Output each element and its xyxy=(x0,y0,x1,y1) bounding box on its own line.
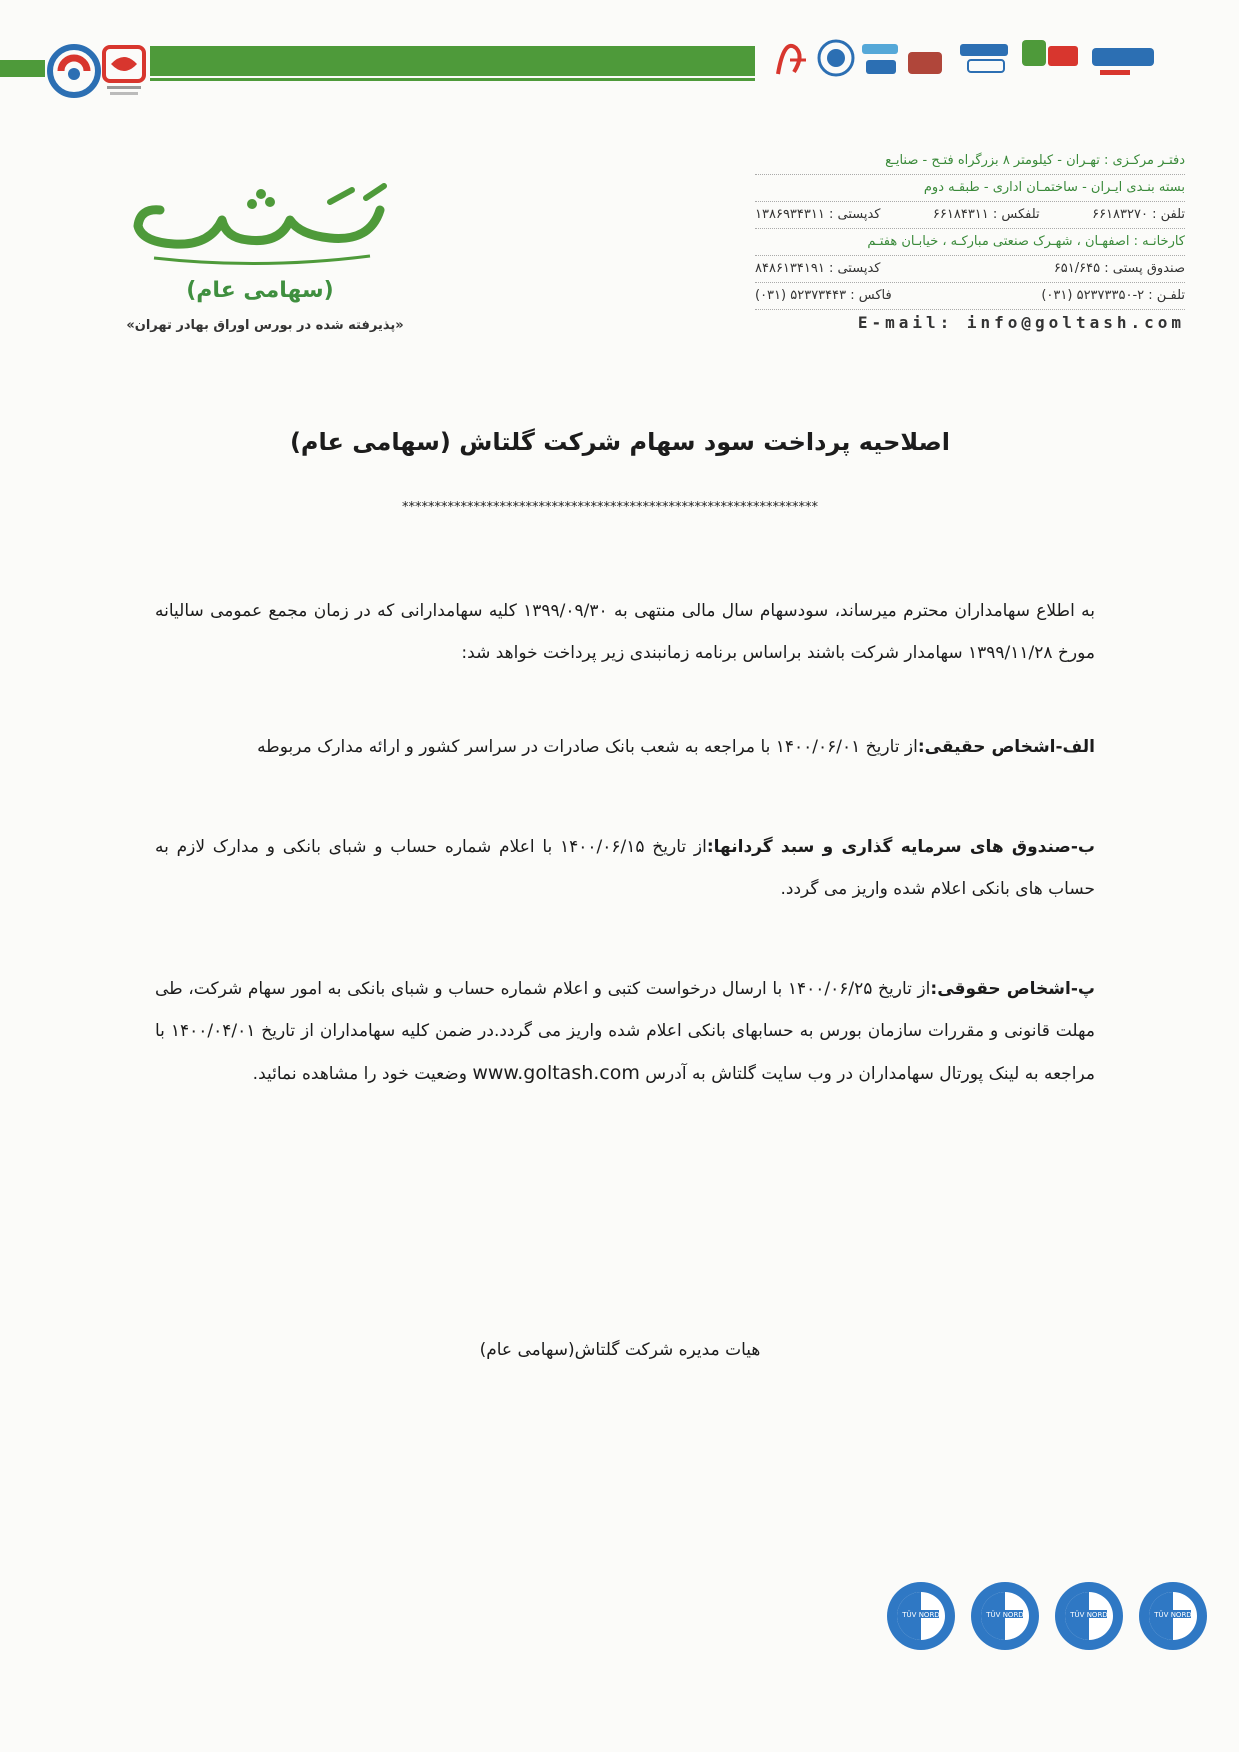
clause-legal-entities xyxy=(155,968,1095,1095)
factory-pobox-line xyxy=(755,256,1185,283)
document-title: اصلاحیه پرداخت سود سهام شرکت گلتاش (سهامی عام) xyxy=(289,428,951,456)
clause-funds xyxy=(155,826,1095,910)
intro-paragraph: به اطلاع سهامداران محترم میرساند، سودسهام سال مالی منتهی به ۱۳۹۹/۰۹/۳۰ کلیه سهامدارانی که در زمان مجمع عمومی سالیانه مورخ ۱۳۹۹/۱۱/۲۸ سهامدار شرکت باشند براساس برنامه زمانبندی زیر پرداخت خواهد شد: xyxy=(155,601,1095,663)
contact-email: E-mail: info@goltash.com xyxy=(857,313,1185,332)
brand-wordmark-icon xyxy=(1022,40,1078,66)
title-divider: **************************************************************** xyxy=(402,500,818,515)
group-logo-icon xyxy=(47,44,101,98)
clause-heading: الف-اشخاص حقیقی: xyxy=(917,737,1095,757)
board-signature: هیات مدیره شرکت گلتاش(سهامی عام) xyxy=(479,1340,761,1360)
certification-seals xyxy=(885,1570,1215,1670)
head-office-phones xyxy=(755,202,1185,229)
factory-postal-code: کدپستی : ۸۴۸۶۱۳۴۱۹۱ xyxy=(755,261,881,276)
factory-phone: تلفـن : ۲-۵۲۳۷۳۳۵۰ (۰۳۱) xyxy=(1041,288,1185,303)
seal-label: TÜV NORD xyxy=(1154,1611,1192,1619)
tuv-nord-seal-icon xyxy=(885,1580,957,1652)
head-office-tel: تلفن : ۶۶۱۸۳۲۷۰ xyxy=(1092,207,1185,222)
clause-heading: پ-اشخاص حقوقی: xyxy=(930,979,1095,999)
factory-pobox: صندوق پستی : ۶۵۱/۶۴۵ xyxy=(1053,261,1185,276)
brand-logos-strip-icon xyxy=(770,30,1210,90)
clause-text: از تاریخ ۱۴۰۰/۰۶/۰۱ با مراجعه به شعب بانک صادرات در سراسر کشور و ارائه مدارک مربوطه xyxy=(257,737,918,757)
company-type-label: (سهامی عام) xyxy=(186,278,334,303)
brand-logo-icon xyxy=(778,46,806,74)
brand-seal-icon xyxy=(819,41,853,75)
head-office-address: دفتـر مرکـزی : تهـران - کیلومتر ۸ بزرگراه فتـح - صنایـع xyxy=(755,148,1185,175)
tuv-nord-seal-icon xyxy=(1137,1580,1209,1652)
document-body xyxy=(155,590,1095,1095)
affiliate-logo-icon xyxy=(101,44,147,98)
letterhead-band-underline xyxy=(150,78,755,81)
letterhead-band xyxy=(150,46,755,76)
clause-tail: وضعیت خود را مشاهده نمائید. xyxy=(252,1064,467,1084)
brand-wordmark-icon xyxy=(960,44,1008,72)
contact-block xyxy=(755,148,1185,336)
clause-text: از تاریخ ۱۴۰۰/۰۶/۱۵ با اعلام شماره حساب و شبای بانکی و مدارک لازم به حساب های بانکی اعلام شده واریز می گردد. xyxy=(155,837,1095,899)
factory-address: کارخانـه : اصفهـان ، شهـرک صنعتی مبارکـه ، خیابـان هفتـم xyxy=(755,229,1185,256)
head-office-address-cont: بسته بنـدی ایـران - ساختمـان اداری - طبقـه دوم xyxy=(755,175,1185,202)
head-office-telfax: تلفکس : ۶۶۱۸۴۳۱۱ xyxy=(932,207,1040,222)
goltash-logo-icon xyxy=(130,180,390,270)
clause-individuals xyxy=(155,726,1095,768)
factory-fax: فاکس : ۵۲۳۷۳۴۴۳ (۰۳۱) xyxy=(755,288,892,303)
brand-wordmark-icon xyxy=(1092,48,1154,75)
website-link[interactable]: www.goltash.com xyxy=(472,1062,640,1084)
seal-label: TÜV NORD xyxy=(1070,1611,1108,1619)
seal-label: TÜV NORD xyxy=(902,1611,940,1619)
brand-wordmark-icon xyxy=(862,44,898,74)
tuv-nord-seal-icon xyxy=(969,1580,1041,1652)
factory-phone-line xyxy=(755,283,1185,310)
brand-wordmark-icon xyxy=(908,52,942,74)
tuv-nord-seal-icon xyxy=(1053,1580,1125,1652)
letterhead-band-left xyxy=(0,60,45,77)
stock-exchange-listing-note: «پذیرفته شده در بورس اوراق بهادر تهران» xyxy=(126,318,404,333)
clause-text: از تاریخ ۱۴۰۰/۰۶/۲۵ با ارسال درخواست کتبی و اعلام شماره حساب و شبای بانکی به امور سهام شرکت، طی مهلت قانونی و مقررات سازمان بورس به حسابهای بانکی اعلام شده واریز می گردد.در ضمن کلیه سهامداران از تاریخ ۱۴۰۰/۰۴/۰۱ با مراجعه به لینک پورتال سهامداران در وب سایت گلتاش به آدرس xyxy=(155,979,1095,1084)
head-office-postal-code: کدپستی : ۱۳۸۶۹۳۴۳۱۱ xyxy=(755,207,881,222)
seal-label: TÜV NORD xyxy=(986,1611,1024,1619)
clause-heading: ب-صندوق های سرمایه گذاری و سبد گردانها: xyxy=(706,837,1096,857)
